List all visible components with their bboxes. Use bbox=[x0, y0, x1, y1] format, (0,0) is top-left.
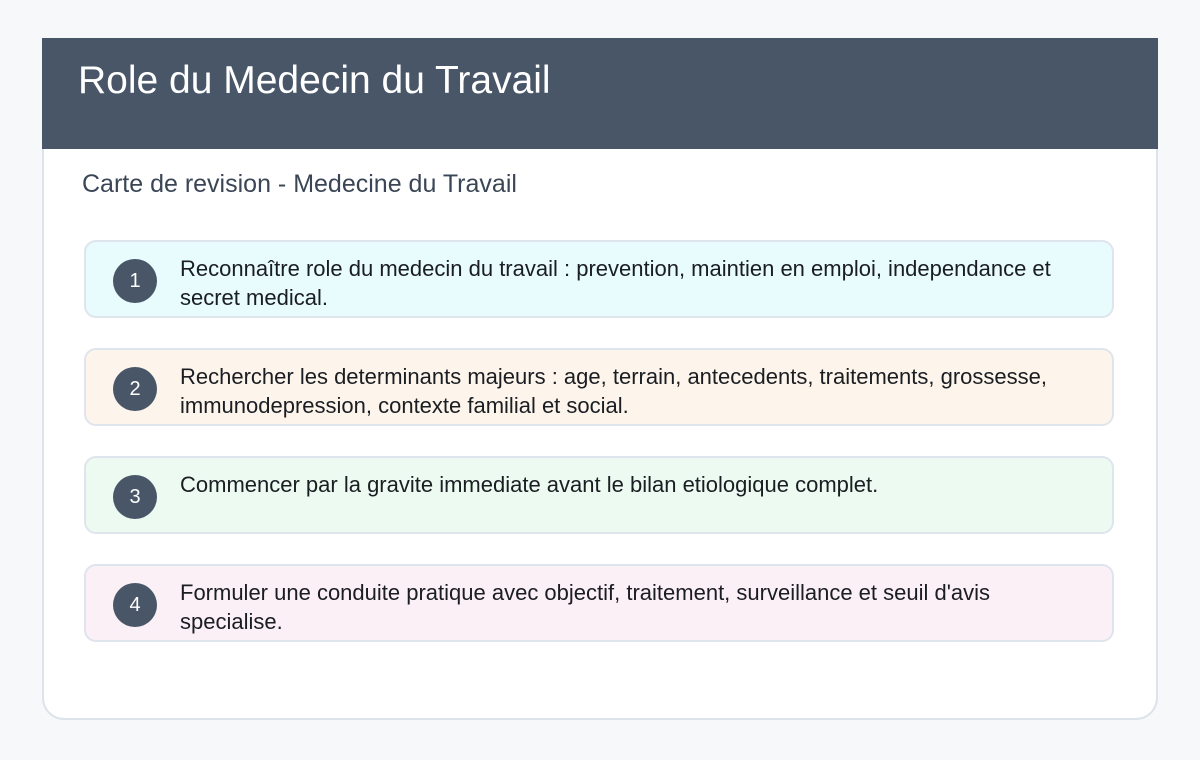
page-title: Role du Medecin du Travail bbox=[78, 59, 551, 102]
list-item bbox=[84, 348, 1114, 426]
item-number-badge: 1 bbox=[113, 259, 157, 303]
item-number-badge: 2 bbox=[113, 367, 157, 411]
item-text: Commencer par la gravite immediate avant le bilan etiologique complet. bbox=[180, 472, 879, 497]
list-item bbox=[84, 456, 1114, 534]
list-item bbox=[84, 564, 1114, 642]
item-text: Formuler une conduite pratique avec objectif, traitement, surveillance et seuil d'avis specialise. bbox=[180, 580, 991, 634]
item-number-badge: 4 bbox=[113, 583, 157, 627]
item-number-badge: 3 bbox=[113, 475, 157, 519]
item-text: Reconnaître role du medecin du travail : prevention, maintien en emploi, independance et secret medical. bbox=[180, 256, 1051, 310]
card-header bbox=[42, 38, 1158, 149]
list-item bbox=[84, 240, 1114, 318]
item-text: Rechercher les determinants majeurs : age, terrain, antecedents, traitements, grossesse, immunodepression, contexte familial et social. bbox=[180, 364, 1047, 418]
card-subtitle: Carte de revision - Medecine du Travail bbox=[82, 170, 517, 198]
